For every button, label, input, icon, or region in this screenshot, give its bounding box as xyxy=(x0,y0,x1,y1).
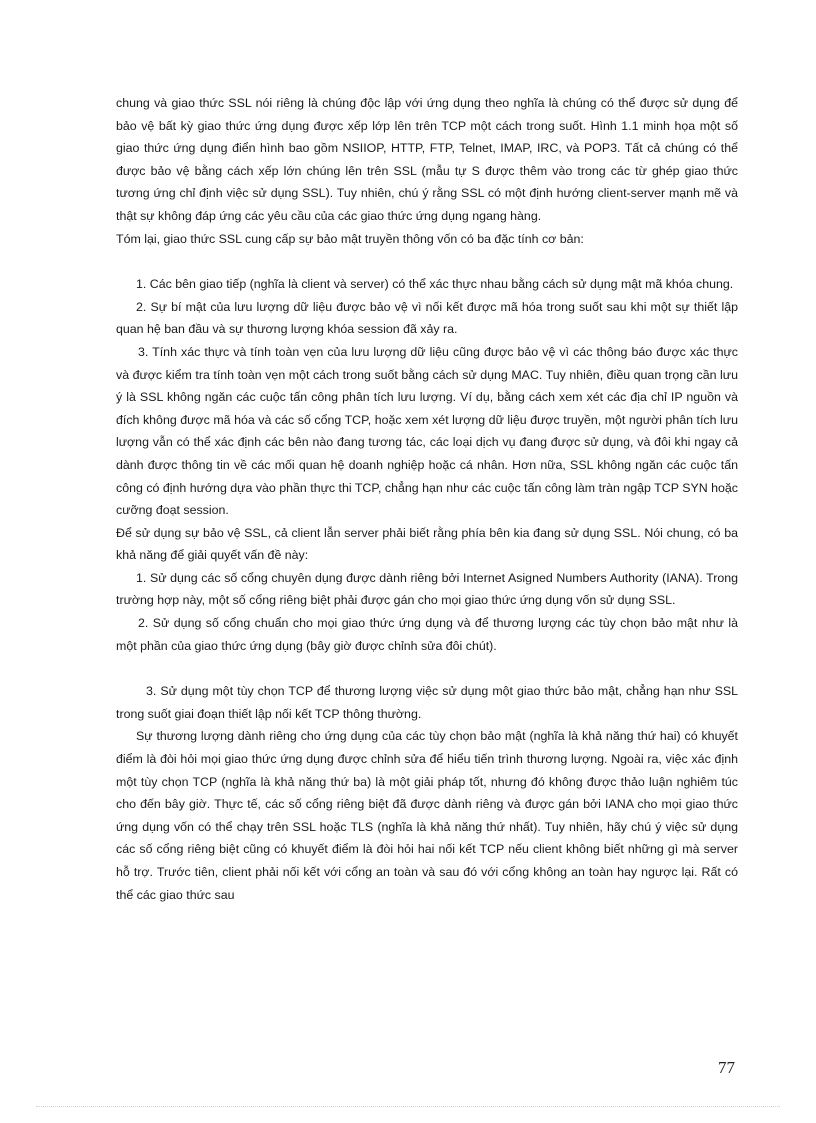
page-body xyxy=(116,92,738,906)
paragraph-ssl-usage: Để sử dụng sự bảo vệ SSL, cả client lẫn server phải biết rằng phía bên kia đang sử dụng SSL. Nói chung, có ba khả năng để giải quyết vấn đề này: xyxy=(116,525,738,563)
page-number: 77 xyxy=(718,1058,735,1077)
paragraph-summary: Tóm lại, giao thức SSL cung cấp sự bảo mật truyền thông vốn có ba đặc tính cơ bản: xyxy=(116,231,584,246)
paragraph-intro: chung và giao thức SSL nói riêng là chúng độc lập với ứng dụng theo nghĩa là chúng có thể được sử dụng để bảo vệ bất kỳ giao thức ứng dụng được xếp lớp lên trên TCP một cách trong suốt. Hình 1.1 minh họa một số giao thức ứng dụng điển hình bao gồm NSIIOP, HTTP, FTP, Telnet, IMAP, IRC, và POP3. Tất cả chúng có thể được bảo vệ bằng cách xếp lớn chúng lên trên SSL (mẫu tự S được thêm vào trong các từ ghép giao thức tương ứng chỉ định việc sử dụng SSL). Tuy nhiên, chú ý rằng SSL có một định hướng client-server mạnh mẽ và thật sự không đáp ứng các yêu cầu của các giao thức ứng dụng ngang hàng. xyxy=(116,96,738,223)
spacer xyxy=(116,250,738,273)
list-item-integrity: 3. Tính xác thực và tính toàn vẹn của lưu lượng dữ liệu cũng được bảo vệ vì các thông báo được xác thực và được kiểm tra tính toàn vẹn một cách trong suốt bằng cách sử dụng MAC. Tuy nhiên, điều quan trọng cần lưu ý là SSL không ngăn các cuộc tấn công phân tích lưu lượng. Ví dụ, bằng cách xem xét các địa chỉ IP nguồn và đích không được mã hóa và các số cổng TCP, hoặc xem xét lượng dữ liệu được truyền, một người phân tích lưu lượng vẫn có thể xác định các bên nào đang tương tác, các loại dịch vụ đang được sử dụng, và đôi khi ngay cả dành được thông tin về các mối quan hệ doanh nghiệp hoặc cá nhân. Hơn nữa, SSL không ngăn các cuộc tấn công có định hướng dựa vào phần thực thi TCP, chẳng hạn như các cuộc tấn công làm tràn ngập TCP SYN hoặc cưỡng đoạt session. xyxy=(116,344,738,518)
spacer xyxy=(116,657,738,680)
list-item-tcp-option: 3. Sử dụng một tùy chọn TCP để thương lượng việc sử dụng một giao thức bảo mật, chẳng hạn như SSL trong suốt giai đoạn thiết lập nối kết TCP thông thường. xyxy=(116,684,738,721)
list-item-standard-ports: 2. Sử dụng số cổng chuẩn cho mọi giao thức ứng dụng và để thương lượng các tùy chọn bảo mật như là một phần của giao thức ứng dụng (bây giờ được chỉnh sửa đôi chút). xyxy=(116,616,738,653)
list-item-authentication: 1. Các bên giao tiếp (nghĩa là client và server) có thể xác thực nhau bằng cách sử dụng mật mã khóa chung. xyxy=(136,277,734,292)
page-bottom-divider xyxy=(36,1106,780,1107)
paragraph-discussion: Sự thương lượng dành riêng cho ứng dụng của các tùy chọn bảo mật (nghĩa là khả năng thứ hai) có khuyết điểm là đòi hỏi mọi giao thức ứng dụng được chỉnh sửa để hiểu tiến trình thương lượng. Ngoài ra, việc xác định một tùy chọn TCP (nghĩa là khả năng thứ ba) là một giải pháp tốt, nhưng đó không được thảo luận nghiêm túc cho đến bây giờ. Thực tế, các số cổng riêng biệt đã được dành riêng và được gán bởi IANA cho mọi giao thức ứng dụng vốn có thể chạy trên SSL hoặc TLS (nghĩa là khả năng thứ nhất). Tuy nhiên, hãy chú ý việc sử dụng các số cổng riêng biệt cũng có khuyết điểm là đòi hỏi hai nối kết TCP nếu client không biết những gì mà server hỗ trợ. Trước tiên, client phải nối kết với cổng an toàn và sau đó với cổng không an toàn hay ngược lại. Rất có thể các giao thức sau xyxy=(116,729,738,902)
list-item-confidentiality: 2. Sự bí mật của lưu lượng dữ liệu được bảo vệ vì nối kết được mã hóa trong suốt sau khi một sự thiết lập quan hệ ban đầu và sự thương lượng khóa session đã xảy ra. xyxy=(116,299,738,337)
list-item-dedicated-ports: 1. Sử dụng các số cổng chuyên dụng được dành riêng bởi Internet Asigned Numbers Authority (IANA). Trong trường hợp này, một số cổng riêng biệt phải được gán cho mọi giao thức ứng dụng vốn sử dụng SSL. xyxy=(116,570,738,608)
